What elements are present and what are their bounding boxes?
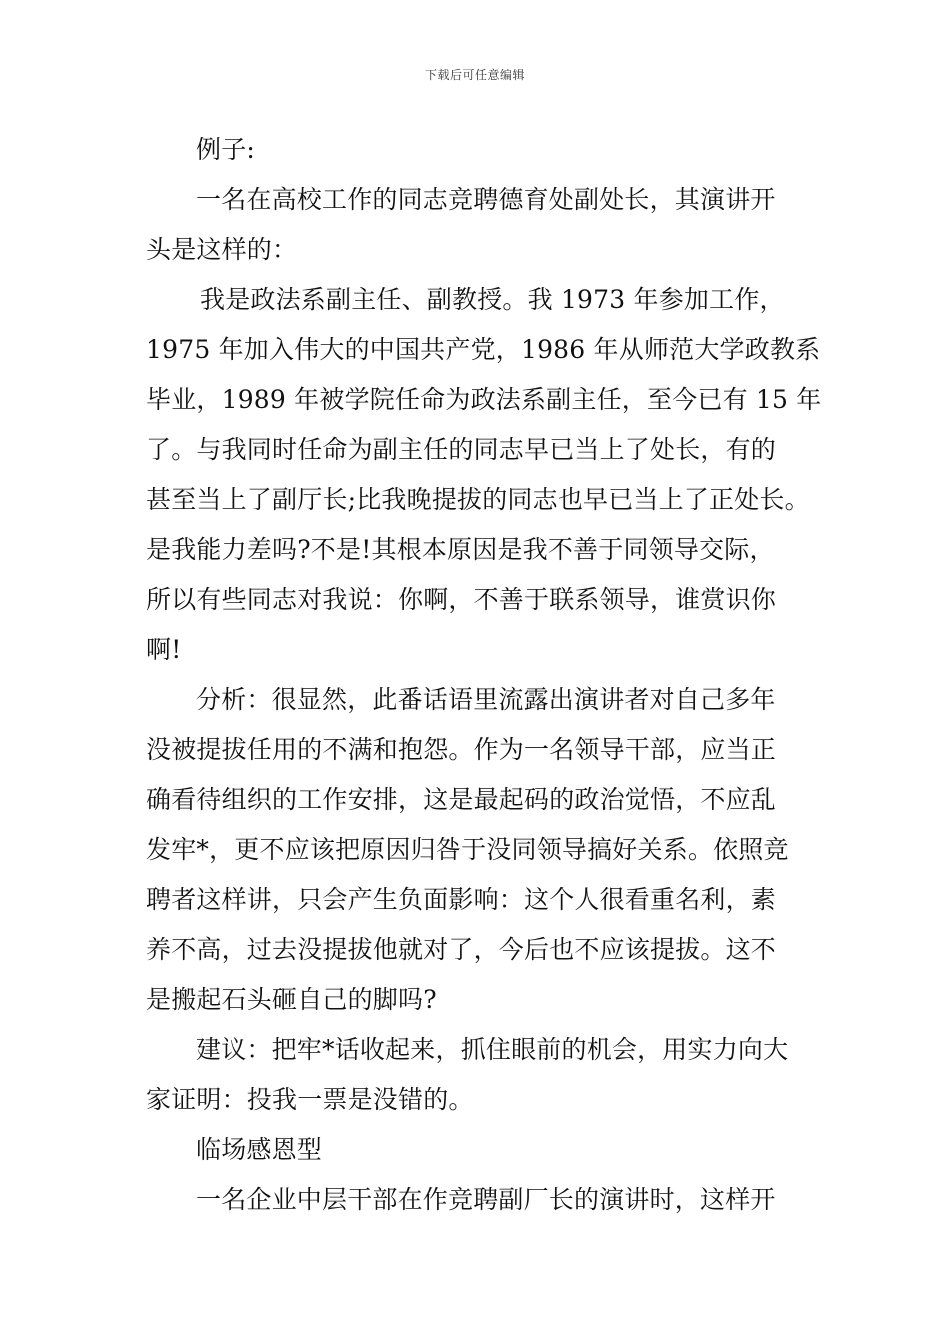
text-line: 我是政法系副主任、副教授。我 1973 年参加工作， bbox=[200, 285, 785, 314]
text-line: 是我能力差吗?不是!其根本原因是我不善于同领导交际， bbox=[146, 535, 775, 564]
text-line: 没被提拔任用的不满和抱怨。作为一名领导干部，应当正 bbox=[146, 735, 777, 764]
text-line: 一名企业中层干部在作竞聘副厂长的演讲时，这样开 bbox=[196, 1185, 776, 1214]
text-line: 养不高，过去没提拔他就对了，今后也不应该提拔。这不 bbox=[146, 935, 777, 964]
text-line: 例子: bbox=[196, 135, 256, 164]
text-line: 了。与我同时任命为副主任的同志早已当上了处长，有的 bbox=[146, 435, 777, 464]
text-line: 头是这样的： bbox=[146, 235, 298, 264]
text-line: 毕业，1989 年被学院任命为政法系副主任，至今已有 15 年 bbox=[146, 385, 822, 414]
text-line: 分析：很显然，此番话语里流露出演讲者对自己多年 bbox=[196, 685, 776, 714]
text-line: 发牢*，更不应该把原因归咎于没同领导搞好关系。依照竞 bbox=[146, 835, 789, 864]
header-note: 下载后可任意编辑 bbox=[424, 68, 525, 82]
text-line: 一名在高校工作的同志竞聘德育处副处长，其演讲开 bbox=[196, 185, 776, 214]
text-line: 家证明：投我一票是没错的。 bbox=[146, 1085, 474, 1114]
text-line: 1975 年加入伟大的中国共产党，1986 年从师范大学政教系 bbox=[146, 335, 821, 364]
text-line: 是搬起石头砸自己的脚吗? bbox=[146, 985, 437, 1014]
text-line: 建议：把牢*话收起来，抓住眼前的机会，用实力向大 bbox=[196, 1035, 789, 1064]
text-line: 所以有些同志对我说：你啊，不善于联系领导，谁赏识你 bbox=[146, 585, 777, 614]
text-line: 确看待组织的工作安排，这是最起码的政治觉悟，不应乱 bbox=[146, 785, 777, 814]
section-heading: 临场感恩型 bbox=[196, 1135, 323, 1164]
text-line: 啊! bbox=[146, 635, 182, 664]
text-line: 甚至当上了副厅长;比我晚提拔的同志也早已当上了正处长。 bbox=[146, 485, 810, 514]
text-line: 聘者这样讲，只会产生负面影响：这个人很看重名利，素 bbox=[146, 885, 777, 914]
